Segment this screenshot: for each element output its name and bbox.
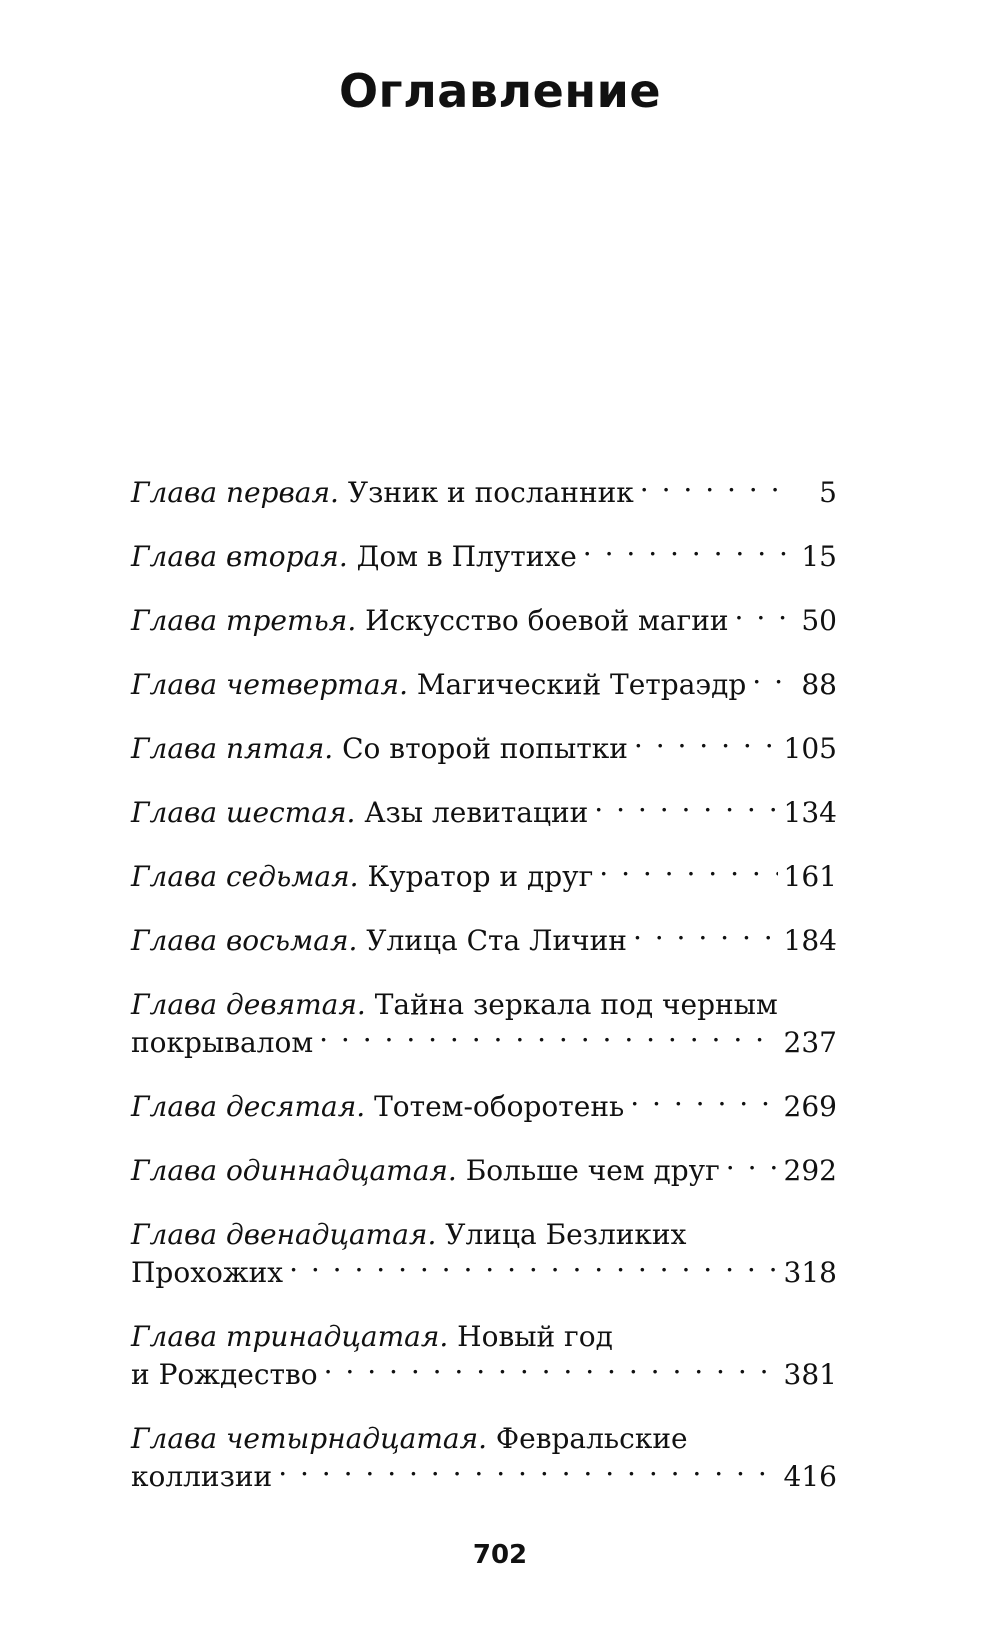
dot-leader bbox=[633, 922, 778, 950]
dot-leader bbox=[319, 1024, 777, 1052]
chapter-label: Глава десятая. bbox=[131, 1090, 366, 1123]
toc-entry[interactable] bbox=[131, 922, 837, 960]
toc-entry[interactable] bbox=[131, 1088, 837, 1126]
dot-leader bbox=[752, 666, 791, 694]
dot-leader bbox=[735, 602, 791, 630]
chapter-label: Глава тринадцатая. bbox=[131, 1320, 449, 1353]
chapter-label: Глава одиннадцатая. bbox=[131, 1154, 457, 1187]
toc-entry[interactable] bbox=[131, 666, 837, 704]
dot-leader bbox=[278, 1458, 777, 1486]
dot-leader bbox=[594, 794, 777, 822]
chapter-label: Глава первая. bbox=[131, 476, 339, 509]
chapter-label: Глава двенадцатая. bbox=[131, 1218, 437, 1251]
page-number-footer: 702 bbox=[472, 1540, 528, 1570]
chapter-title: Улица Безликих bbox=[445, 1218, 687, 1251]
toc-entry[interactable] bbox=[131, 1152, 837, 1190]
dot-leader bbox=[634, 730, 778, 758]
table-of-contents bbox=[131, 474, 837, 1522]
chapter-title: Узник и посланник bbox=[347, 476, 634, 509]
chapter-title: Куратор и друг bbox=[367, 860, 594, 893]
toc-entry[interactable] bbox=[131, 1420, 837, 1496]
toc-entry[interactable] bbox=[131, 1216, 837, 1292]
chapter-title: Со второй попытки bbox=[342, 732, 628, 765]
chapter-title: Искусство боевой магии bbox=[365, 604, 729, 637]
chapter-label: Глава четырнадцатая. bbox=[131, 1422, 488, 1455]
page-number: 237 bbox=[783, 1026, 837, 1059]
chapter-title: Магический Тетраэдр bbox=[416, 668, 747, 701]
toc-entry[interactable] bbox=[131, 730, 837, 768]
dot-leader bbox=[599, 858, 777, 886]
chapter-label: Глава восьмая. bbox=[131, 924, 358, 957]
dot-leader bbox=[640, 474, 791, 502]
chapter-title: Дом в Плутихе bbox=[356, 540, 577, 573]
chapter-label: Глава пятая. bbox=[131, 732, 334, 765]
dot-leader bbox=[726, 1152, 778, 1180]
chapter-title-continued: и Рождество bbox=[131, 1358, 318, 1391]
toc-entry[interactable] bbox=[131, 986, 837, 1062]
page-number: 416 bbox=[783, 1460, 837, 1493]
toc-entry[interactable] bbox=[131, 474, 837, 512]
dot-leader bbox=[583, 538, 791, 566]
page-number: 292 bbox=[783, 1154, 837, 1187]
page-number: 15 bbox=[801, 540, 837, 573]
chapter-title: Тайна зеркала под черным bbox=[374, 988, 778, 1021]
page-title: Оглавление bbox=[338, 64, 662, 118]
chapter-title-continued: покрывалом bbox=[131, 1026, 314, 1059]
dot-leader bbox=[630, 1088, 777, 1116]
chapter-title: Февральские bbox=[495, 1422, 688, 1455]
toc-entry[interactable] bbox=[131, 602, 837, 640]
toc-entry[interactable] bbox=[131, 794, 837, 832]
chapter-label: Глава третья. bbox=[131, 604, 357, 637]
toc-entry[interactable] bbox=[131, 1318, 837, 1394]
chapter-title: Тотем-оборотень bbox=[374, 1090, 625, 1123]
chapter-title: Новый год bbox=[457, 1320, 613, 1353]
chapter-title: Азы левитации bbox=[364, 796, 589, 829]
page-number: 134 bbox=[783, 796, 837, 829]
chapter-label: Глава седьмая. bbox=[131, 860, 359, 893]
chapter-label: Глава девятая. bbox=[131, 988, 366, 1021]
dot-leader bbox=[289, 1254, 777, 1282]
chapter-label: Глава шестая. bbox=[131, 796, 356, 829]
page-number: 269 bbox=[783, 1090, 837, 1123]
toc-entry[interactable] bbox=[131, 858, 837, 896]
page-number: 5 bbox=[819, 476, 837, 509]
chapter-title: Больше чем друг bbox=[465, 1154, 720, 1187]
page-number: 381 bbox=[783, 1358, 837, 1391]
chapter-label: Глава вторая. bbox=[131, 540, 348, 573]
chapter-title-continued: Прохожих bbox=[131, 1256, 284, 1289]
page-number: 184 bbox=[783, 924, 837, 957]
page-number: 88 bbox=[801, 668, 837, 701]
page-number: 318 bbox=[783, 1256, 837, 1289]
toc-entry[interactable] bbox=[131, 538, 837, 576]
chapter-label: Глава четвертая. bbox=[131, 668, 408, 701]
chapter-title: Улица Ста Личин bbox=[366, 924, 627, 957]
dot-leader bbox=[324, 1356, 778, 1384]
page-number: 161 bbox=[783, 860, 837, 893]
page-number: 105 bbox=[783, 732, 837, 765]
page-number: 50 bbox=[801, 604, 837, 637]
chapter-title-continued: коллизии bbox=[131, 1460, 273, 1493]
